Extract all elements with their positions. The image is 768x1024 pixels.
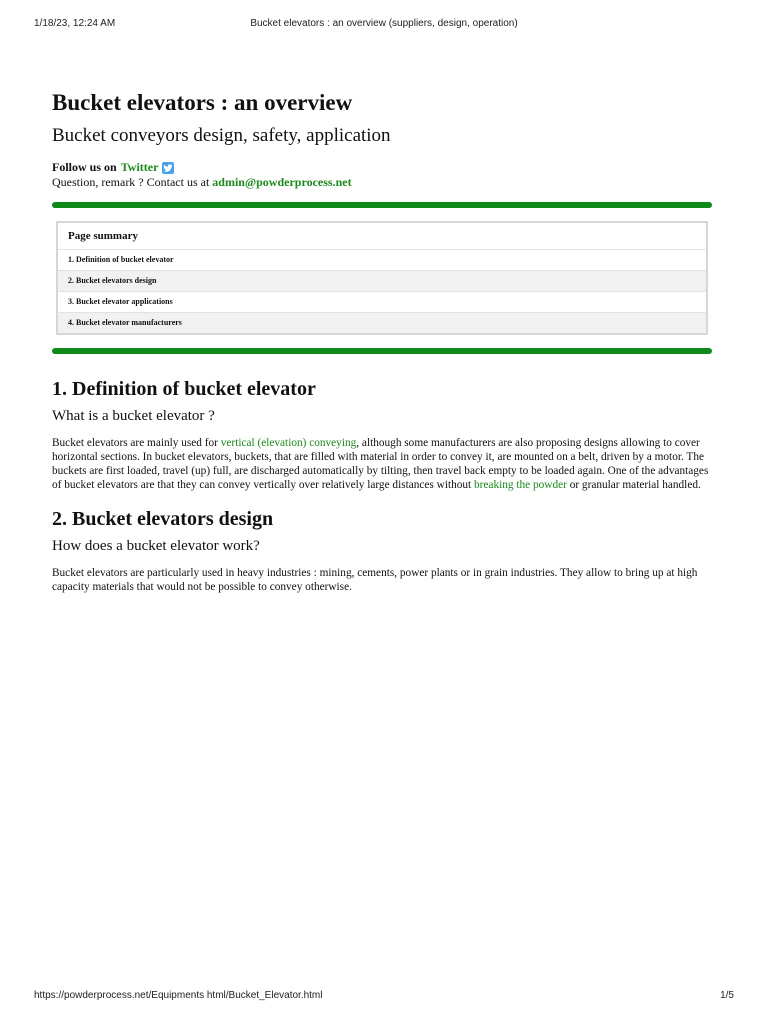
page-summary-title: Page summary bbox=[58, 223, 706, 250]
page-summary bbox=[56, 221, 708, 335]
follow-line bbox=[52, 160, 712, 175]
print-header bbox=[34, 18, 734, 32]
green-divider-bottom bbox=[52, 348, 712, 354]
print-date: 1/18/23, 12:24 AM bbox=[34, 18, 116, 29]
section-question-design: How does a bucket elevator work? bbox=[52, 538, 260, 554]
contact-prefix: Question, remark ? Contact us at bbox=[52, 175, 210, 189]
paragraph-text: , although some manufacturers are also proposing designs allowing to cover horizontal sections. In bucket elevators, buckets, that are filled with material in order to convey it, are mounted on a belt, driven by a motor. The buckets are first loaded, travel (up) full, are discharged automatically by tilting, then travel back empty to be loaded again. One of the advantages of bucket elevators are that they can convey vertically over relatively large distances without bbox=[52, 437, 709, 491]
contact-email-link[interactable]: admin@powderprocess.net bbox=[212, 175, 352, 189]
section-heading-definition: 1. Definition of bucket elevator bbox=[52, 378, 316, 400]
twitter-bird-icon[interactable] bbox=[162, 162, 174, 174]
summary-link-manufacturers[interactable]: 4. Bucket elevator manufacturers bbox=[58, 313, 706, 333]
green-divider-top bbox=[52, 202, 712, 208]
follow-prefix: Follow us on bbox=[52, 160, 117, 174]
summary-link-design[interactable]: 2. Bucket elevators design bbox=[58, 271, 706, 292]
summary-link-definition[interactable]: 1. Definition of bucket elevator bbox=[58, 250, 706, 271]
design-paragraph: Bucket elevators are particularly used in heavy industries : mining, cements, power plants or in grain industries. They allow to bring up at high capacity materials that would not be possible to convey otherwise. bbox=[52, 567, 698, 593]
contact-line bbox=[52, 175, 712, 190]
print-page-number: 1/5 bbox=[720, 990, 734, 1001]
vertical-conveying-link[interactable]: vertical (elevation) conveying bbox=[220, 437, 357, 449]
page-subtitle: Bucket conveyors design, safety, application bbox=[52, 125, 391, 146]
section-heading-design: 2. Bucket elevators design bbox=[52, 508, 274, 530]
page-title: Bucket elevators : an overview bbox=[52, 90, 353, 115]
print-footer bbox=[34, 990, 734, 1004]
section-question-definition: What is a bucket elevator ? bbox=[52, 408, 215, 424]
breaking-powder-link[interactable]: breaking the powder bbox=[474, 479, 567, 491]
paragraph-text: Bucket elevators are mainly used for bbox=[52, 437, 221, 449]
twitter-link[interactable]: Twitter bbox=[120, 160, 159, 174]
print-page-title: Bucket elevators : an overview (suppliers, design, operation) bbox=[250, 18, 518, 29]
summary-link-applications[interactable]: 3. Bucket elevator applications bbox=[58, 292, 706, 313]
article bbox=[52, 88, 712, 594]
print-url: https://powderprocess.net/Equipments html/Bucket_Elevator.html bbox=[34, 990, 323, 1001]
paragraph-text: or granular material handled. bbox=[566, 479, 701, 491]
definition-paragraph bbox=[52, 436, 712, 492]
